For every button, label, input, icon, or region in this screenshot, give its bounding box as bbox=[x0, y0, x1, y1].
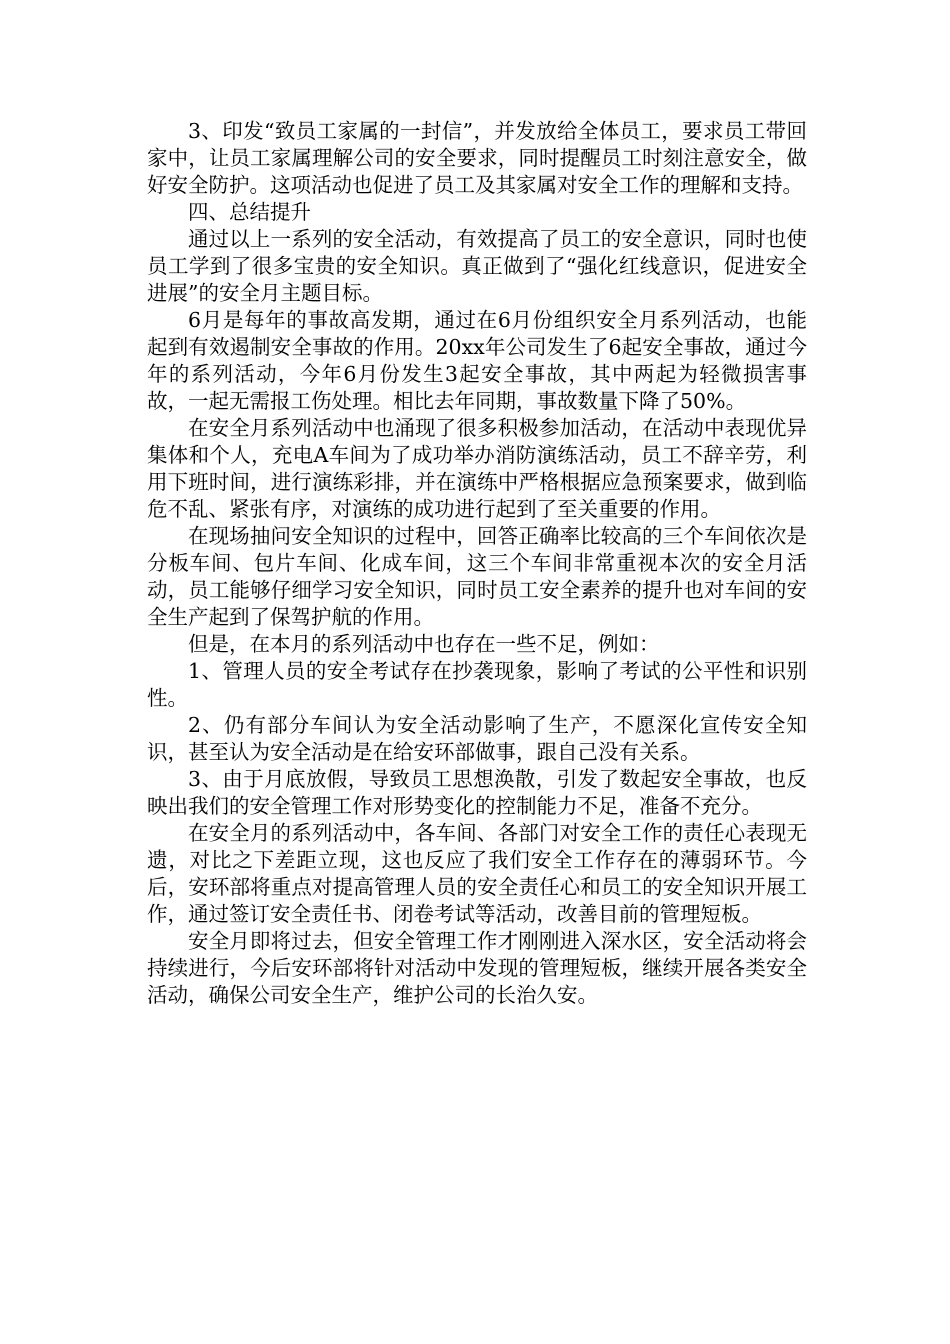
paragraph-results-overview: 通过以上一系列的安全活动，有效提高了员工的安全意识，同时也使员工学到了很多宝贵的安全知识。真正做到了“强化红线意识，促进安全进展”的安全月主题目标。 bbox=[147, 227, 807, 305]
paragraph-closing: 安全月即将过去，但安全管理工作才刚刚进入深水区，安全活动将会持续进行，今后安环部将针对活动中发现的管理短板，继续开展各类安全活动，确保公司安全生产，维护公司的长治久安。 bbox=[147, 929, 807, 1007]
paragraph-shortcoming-3: 3、由于月底放假，导致员工思想涣散，引发了数起安全事故，也反映出我们的安全管理工作对形势变化的控制能力不足，准备不充分。 bbox=[147, 767, 807, 818]
paragraph-shortcomings-intro: 但是，在本月的系列活动中也存在一些不足，例如： bbox=[188, 632, 660, 656]
document-body bbox=[147, 118, 807, 1009]
section-heading-summary: 四、总结提升 bbox=[188, 200, 311, 224]
paragraph-shortcoming-2: 2、仍有部分车间认为安全活动影响了生产，不愿深化宣传安全知识，甚至认为安全活动是在给安环部做事，跟自己没有关系。 bbox=[147, 713, 807, 764]
paragraph-shortcoming-1: 1、管理人员的安全考试存在抄袭现象，影响了考试的公平性和识别性。 bbox=[147, 659, 807, 710]
paragraph-letter-to-families: 3、印发“致员工家属的一封信”，并发放给全体员工，要求员工带回家中，让员工家属理解公司的安全要求，同时提醒员工时刻注意安全，做好安全防护。这项活动也促进了员工及其家属对安全工作的理解和支持。 bbox=[147, 119, 807, 197]
paragraph-accident-statistics: 6月是每年的事故高发期，通过在6月份组织安全月系列活动，也能起到有效遏制安全事故的作用。20xx年公司发生了6起安全事故，通过今年的系列活动，今年6月份发生3起安全事故，其中两起为轻微损害事故，一起无需报工伤处理。相比去年同期，事故数量下降了50%。 bbox=[147, 308, 807, 413]
paragraph-outstanding-teams: 在安全月系列活动中也涌现了很多积极参加活动，在活动中表现优异集体和个人，充电A车间为了成功举办消防演练活动，员工不辞辛劳，利用下班时间，进行演练彩排，并在演练中严格根据应急预案要求，做到临危不乱、紧张有序，对演练的成功进行起到了至关重要的作用。 bbox=[147, 416, 807, 521]
paragraph-weak-links: 在安全月的系列活动中，各车间、各部门对安全工作的责任心表现无遗，对比之下差距立现，这也反应了我们安全工作存在的薄弱环节。今后，安环部将重点对提高管理人员的安全责任心和员工的安全知识开展工作，通过签订安全责任书、闭卷考试等活动，改善目前的管理短板。 bbox=[147, 821, 807, 926]
paragraph-quiz-results: 在现场抽问安全知识的过程中，回答正确率比较高的三个车间依次是分板车间、包片车间、化成车间，这三个车间非常重视本次的安全月活动，员工能够仔细学习安全知识，同时员工安全素养的提升也对车间的安全生产起到了保驾护航的作用。 bbox=[147, 524, 807, 629]
